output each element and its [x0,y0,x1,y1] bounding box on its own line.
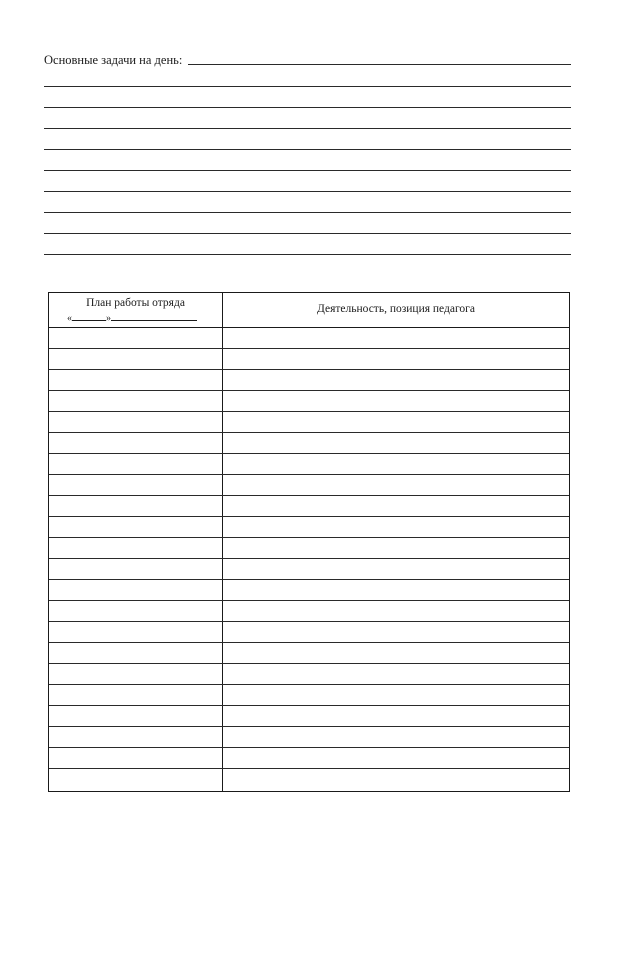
daily-tasks-label: Основные задачи на день: [44,53,185,68]
table-header-row [49,293,569,328]
table-row[interactable] [49,642,569,643]
daily-tasks-writing-line[interactable] [44,107,571,108]
plan-table [48,292,570,792]
table-row[interactable] [49,768,569,769]
daily-tasks-section [44,0,571,270]
table-row[interactable] [49,705,569,706]
table-row[interactable] [49,684,569,685]
table-row[interactable] [49,600,569,601]
daily-tasks-writing-line[interactable] [44,149,571,150]
activity-header-cell [223,293,569,327]
table-row[interactable] [49,621,569,622]
plan-header-title: План работы отряда [86,297,185,309]
daily-tasks-writing-line[interactable] [44,233,571,234]
table-row[interactable] [49,558,569,559]
table-row[interactable] [49,411,569,412]
date-open-quote: « [67,313,72,324]
date-close-quote: » [106,313,111,324]
date-field[interactable] [67,311,197,324]
date-month-blank[interactable] [111,311,197,321]
table-row[interactable] [49,348,569,349]
table-row[interactable] [49,516,569,517]
table-row[interactable] [49,663,569,664]
table-row[interactable] [49,747,569,748]
table-column-divider [222,293,223,791]
daily-tasks-first-writing-line[interactable] [188,64,571,65]
date-day-blank[interactable] [72,311,106,321]
table-row[interactable] [49,537,569,538]
table-row[interactable] [49,369,569,370]
daily-tasks-writing-line[interactable] [44,212,571,213]
table-row[interactable] [49,579,569,580]
daily-tasks-writing-line[interactable] [44,86,571,87]
table-row[interactable] [49,432,569,433]
daily-tasks-writing-line[interactable] [44,170,571,171]
table-row[interactable] [49,474,569,475]
daily-tasks-writing-line[interactable] [44,128,571,129]
table-row[interactable] [49,453,569,454]
daily-tasks-writing-line[interactable] [44,191,571,192]
table-row[interactable] [49,726,569,727]
plan-header-cell [49,293,222,327]
table-row[interactable] [49,495,569,496]
activity-header-title: Деятельность, позиция педагога [317,303,475,315]
table-row[interactable] [49,390,569,391]
daily-tasks-writing-line[interactable] [44,254,571,255]
